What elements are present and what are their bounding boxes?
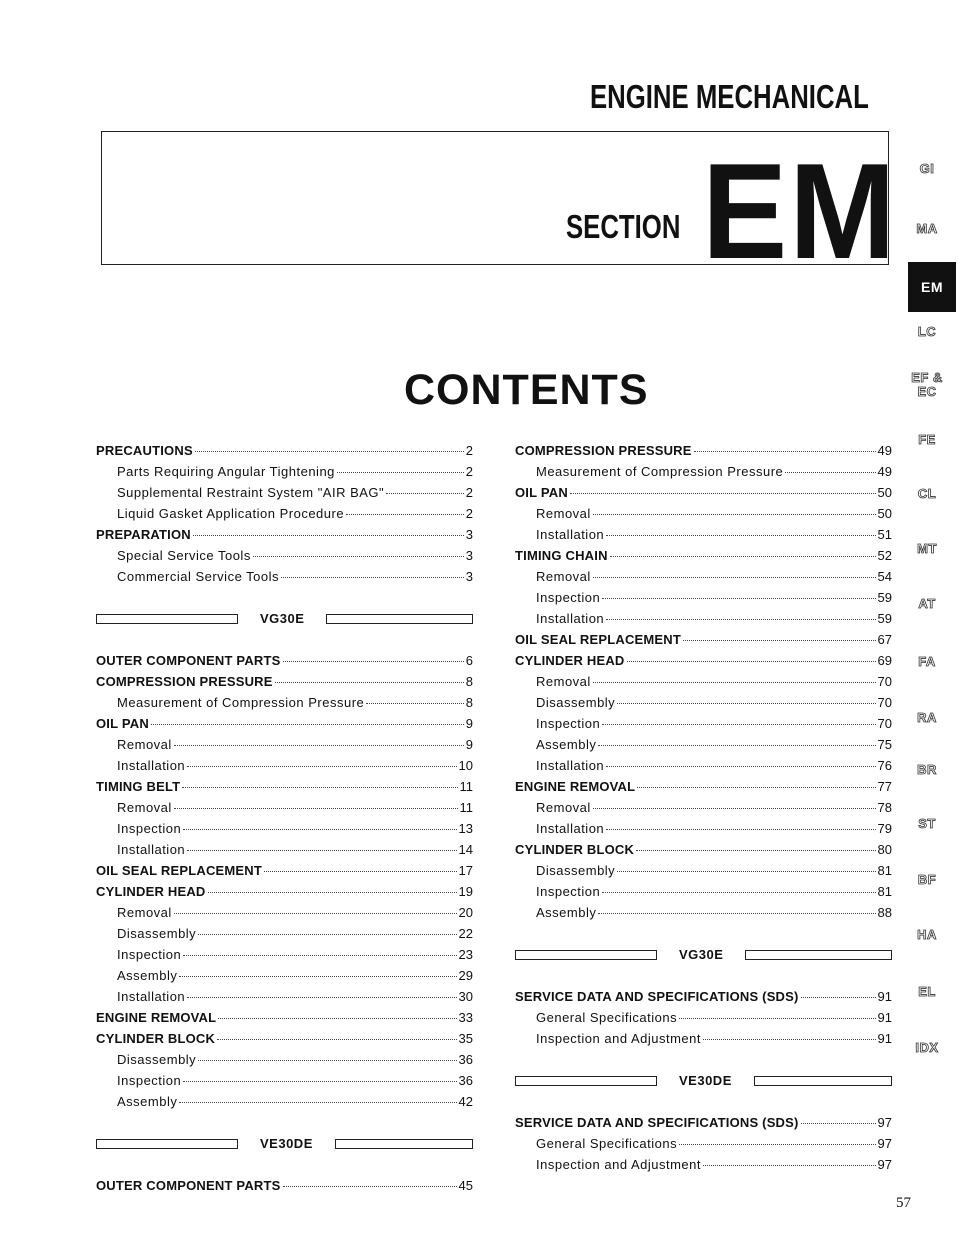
toc-subentry[interactable]: [515, 1133, 892, 1154]
dot-leader: [386, 493, 464, 494]
toc-page-number: 10: [458, 758, 473, 773]
toc-page-number: 33: [458, 1010, 473, 1025]
toc-page-number: 88: [877, 905, 892, 920]
dot-leader: [598, 913, 875, 914]
toc-page-number: 22: [458, 926, 473, 941]
dot-leader: [183, 955, 456, 956]
toc-left-column: [96, 440, 473, 1196]
toc-entry-title: Disassembly: [117, 926, 197, 941]
toc-entry-title: Installation: [536, 611, 605, 626]
toc-subentry[interactable]: [96, 902, 473, 923]
dot-leader: [606, 766, 875, 767]
engine-variant-label: VE30DE: [679, 1073, 732, 1088]
dot-leader: [187, 766, 456, 767]
dot-leader: [602, 598, 875, 599]
toc-subentry[interactable]: [96, 566, 473, 587]
dot-leader: [593, 808, 876, 809]
toc-entry-title: Inspection: [117, 947, 182, 962]
toc-entry-title: Installation: [117, 842, 186, 857]
dot-leader: [606, 829, 875, 830]
toc-entry-title: Removal: [536, 674, 591, 689]
toc-entry-title: Disassembly: [536, 863, 616, 878]
toc-page-number: 97: [877, 1136, 892, 1151]
toc-entry-title: SERVICE DATA AND SPECIFICATIONS (SDS): [515, 989, 799, 1004]
toc-entry-title: Installation: [117, 758, 186, 773]
toc-entry-title: TIMING CHAIN: [515, 548, 608, 563]
toc-heading-entry[interactable]: [96, 713, 473, 734]
dot-leader: [337, 472, 464, 473]
dot-leader: [217, 1039, 456, 1040]
dot-leader: [174, 913, 457, 914]
dot-leader: [598, 745, 875, 746]
toc-page-number: 97: [877, 1157, 892, 1172]
toc-page-number: 70: [877, 716, 892, 731]
dot-leader: [253, 556, 464, 557]
toc-entry-title: General Specifications: [536, 1010, 678, 1025]
dot-leader: [627, 661, 876, 662]
toc-entry-title: OUTER COMPONENT PARTS: [96, 653, 281, 668]
toc-entry-title: OUTER COMPONENT PARTS: [96, 1178, 281, 1193]
toc-subentry[interactable]: [96, 461, 473, 482]
toc-heading-entry[interactable]: [96, 1028, 473, 1049]
toc-subentry[interactable]: [515, 1028, 892, 1049]
toc-subentry[interactable]: [515, 566, 892, 587]
toc-entry-title: CYLINDER HEAD: [515, 653, 625, 668]
toc-heading-entry[interactable]: [96, 650, 473, 671]
toc-entry-title: Disassembly: [117, 1052, 197, 1067]
engine-variant-label: VE30DE: [260, 1136, 313, 1151]
section-tab-cl[interactable]: CL: [917, 486, 937, 501]
toc-spacer: [515, 1049, 892, 1070]
tab-label-line: EC: [917, 384, 937, 399]
dot-leader: [183, 829, 456, 830]
toc-heading-entry[interactable]: [96, 440, 473, 461]
toc-heading-entry[interactable]: [515, 482, 892, 503]
toc-subentry[interactable]: [96, 1049, 473, 1070]
engine-variant-header: [96, 608, 473, 629]
toc-subentry[interactable]: [515, 1007, 892, 1028]
toc-spacer: [96, 587, 473, 608]
toc-page-number: 2: [465, 443, 473, 458]
toc-subentry[interactable]: [96, 545, 473, 566]
toc-heading-entry[interactable]: [96, 524, 473, 545]
section-tab-ef-ec[interactable]: [905, 371, 949, 399]
toc-subentry[interactable]: [515, 818, 892, 839]
dot-leader: [694, 451, 876, 452]
toc-page-number: 52: [877, 548, 892, 563]
toc-page-number: 59: [877, 611, 892, 626]
toc-page-number: 49: [877, 464, 892, 479]
toc-page-number: 9: [465, 737, 473, 752]
toc-page-number: 11: [459, 800, 473, 815]
toc-entry-title: Inspection: [536, 884, 601, 899]
toc-entry-title: Assembly: [536, 905, 597, 920]
dot-leader: [703, 1039, 876, 1040]
section-label: SECTION: [566, 208, 681, 245]
toc-entry-title: Inspection: [117, 821, 182, 836]
dot-leader: [198, 934, 456, 935]
dot-leader: [346, 514, 464, 515]
toc-heading-entry[interactable]: [96, 860, 473, 881]
toc-page-number: 20: [458, 905, 473, 920]
dot-leader: [193, 535, 464, 536]
toc-page-number: 9: [465, 716, 473, 731]
dot-leader: [593, 682, 876, 683]
toc-page-number: 69: [877, 653, 892, 668]
toc-page-number: 70: [877, 695, 892, 710]
toc-entry-title: ENGINE REMOVAL: [96, 1010, 217, 1025]
toc-spacer: [96, 1154, 473, 1175]
toc-page-number: 91: [877, 1010, 892, 1025]
manual-title: ENGINE MECHANICAL: [590, 78, 869, 115]
toc-page-number: 8: [465, 695, 473, 710]
toc-page-number: 50: [877, 506, 892, 521]
dot-leader: [610, 556, 876, 557]
dot-leader: [801, 1123, 876, 1124]
toc-page-number: 50: [877, 485, 892, 500]
dot-leader: [174, 745, 464, 746]
toc-entry-title: COMPRESSION PRESSURE: [515, 443, 692, 458]
section-tab-br[interactable]: BR: [917, 762, 937, 777]
dot-leader: [801, 997, 876, 998]
toc-page-number: 80: [877, 842, 892, 857]
engine-header-bar-right: [335, 1139, 473, 1149]
toc-entry-title: Supplemental Restraint System "AIR BAG": [117, 485, 385, 500]
toc-page-number: 17: [458, 863, 473, 878]
dot-leader: [195, 451, 464, 452]
toc-subentry[interactable]: [515, 734, 892, 755]
dot-leader: [602, 724, 875, 725]
toc-page-number: 59: [877, 590, 892, 605]
toc-subentry[interactable]: [515, 461, 892, 482]
engine-variant-header: [96, 1133, 473, 1154]
dot-leader: [617, 871, 875, 872]
toc-page-number: 2: [465, 485, 473, 500]
toc-page-number: 75: [877, 737, 892, 752]
toc-page-number: 97: [877, 1115, 892, 1130]
toc-page-number: 3: [465, 569, 473, 584]
toc-spacer: [96, 629, 473, 650]
dot-leader: [785, 472, 875, 473]
section-tab-bf[interactable]: BF: [917, 872, 937, 887]
toc-entry-title: Removal: [117, 905, 172, 920]
toc-page-number: 81: [877, 863, 892, 878]
toc-entry-title: Removal: [117, 737, 172, 752]
dot-leader: [151, 724, 464, 725]
toc-entry-title: Installation: [536, 527, 605, 542]
toc-subentry[interactable]: [515, 713, 892, 734]
toc-page-number: 36: [458, 1052, 473, 1067]
dot-leader: [183, 1081, 456, 1082]
toc-page-number: 49: [877, 443, 892, 458]
dot-leader: [264, 871, 456, 872]
dot-leader: [683, 640, 875, 641]
toc-page-number: 3: [465, 527, 473, 542]
toc-entry-title: PREPARATION: [96, 527, 191, 542]
dot-leader: [187, 850, 456, 851]
toc-spacer: [515, 965, 892, 986]
toc-entry-title: Assembly: [536, 737, 597, 752]
tab-label-line: EF &: [911, 370, 943, 385]
toc-entry-title: Special Service Tools: [117, 548, 251, 563]
toc-page-number: 13: [458, 821, 473, 836]
toc-page-number: 77: [877, 779, 892, 794]
dot-leader: [593, 577, 876, 578]
section-tab-em[interactable]: EM: [908, 262, 956, 312]
toc-subentry[interactable]: [96, 944, 473, 965]
section-tab-st[interactable]: ST: [918, 816, 936, 831]
toc-spacer: [515, 923, 892, 944]
toc-subentry[interactable]: [96, 797, 473, 818]
toc-subentry[interactable]: [96, 755, 473, 776]
section-tab-ha[interactable]: HA: [917, 927, 937, 942]
toc-entry-title: Measurement of Compression Pressure: [117, 695, 365, 710]
engine-header-bar-left: [515, 1076, 657, 1086]
toc-page-number: 11: [459, 779, 473, 794]
toc-page-number: 14: [458, 842, 473, 857]
toc-page-number: 2: [465, 464, 473, 479]
dot-leader: [593, 514, 876, 515]
toc-entry-title: Disassembly: [536, 695, 616, 710]
toc-page-number: 19: [458, 884, 473, 899]
engine-header-bar-right: [745, 950, 892, 960]
dot-leader: [281, 577, 464, 578]
toc-entry-title: SERVICE DATA AND SPECIFICATIONS (SDS): [515, 1115, 799, 1130]
toc-heading-entry[interactable]: [515, 986, 892, 1007]
toc-heading-entry[interactable]: [515, 545, 892, 566]
toc-heading-entry[interactable]: [96, 776, 473, 797]
dot-leader: [182, 787, 457, 788]
dot-leader: [703, 1165, 876, 1166]
toc-entry-title: Assembly: [117, 1094, 178, 1109]
toc-entry-title: Removal: [536, 506, 591, 521]
toc-heading-entry[interactable]: [96, 1175, 473, 1196]
toc-entry-title: Measurement of Compression Pressure: [536, 464, 784, 479]
toc-subentry[interactable]: [96, 923, 473, 944]
toc-entry-title: OIL PAN: [515, 485, 568, 500]
dot-leader: [636, 850, 875, 851]
dot-leader: [218, 1018, 456, 1019]
toc-subentry[interactable]: [96, 818, 473, 839]
toc-entry-title: Installation: [117, 989, 186, 1004]
toc-page-number: 35: [458, 1031, 473, 1046]
section-tab-gi[interactable]: GI: [919, 161, 935, 176]
toc-subentry[interactable]: [96, 692, 473, 713]
toc-page-number: 91: [877, 1031, 892, 1046]
toc-page-number: 3: [465, 548, 473, 563]
toc-subentry[interactable]: [515, 881, 892, 902]
toc-subentry[interactable]: [515, 902, 892, 923]
toc-page-number: 30: [458, 989, 473, 1004]
toc-page-number: 2: [465, 506, 473, 521]
toc-page-number: 54: [877, 569, 892, 584]
toc-subentry[interactable]: [515, 1154, 892, 1175]
engine-variant-label: VG30E: [679, 947, 724, 962]
toc-subentry[interactable]: [96, 839, 473, 860]
toc-entry-title: Inspection and Adjustment: [536, 1031, 701, 1046]
dot-leader: [283, 1186, 457, 1187]
section-tab-fe[interactable]: FE: [918, 432, 936, 447]
dot-leader: [283, 661, 464, 662]
toc-page-number: 76: [877, 758, 892, 773]
toc-page-number: 8: [465, 674, 473, 689]
toc-entry-title: Assembly: [117, 968, 178, 983]
toc-page-number: 51: [877, 527, 892, 542]
toc-page-number: 6: [465, 653, 473, 668]
dot-leader: [208, 892, 457, 893]
toc-page-number: 78: [877, 800, 892, 815]
toc-entry-title: Liquid Gasket Application Procedure: [117, 506, 345, 521]
toc-subentry[interactable]: [96, 965, 473, 986]
section-tab-ra[interactable]: RA: [917, 710, 937, 725]
toc-heading-entry[interactable]: [515, 776, 892, 797]
dot-leader: [606, 535, 875, 536]
dot-leader: [179, 1102, 456, 1103]
toc-page-number: 67: [877, 632, 892, 647]
dot-leader: [679, 1144, 875, 1145]
toc-entry-title: OIL SEAL REPLACEMENT: [96, 863, 263, 878]
dot-leader: [174, 808, 458, 809]
toc-page-number: 91: [877, 989, 892, 1004]
toc-spacer: [96, 1112, 473, 1133]
section-tab-el[interactable]: EL: [918, 984, 936, 999]
section-tab-mt[interactable]: MT: [917, 541, 937, 556]
toc-page-number: 45: [458, 1178, 473, 1193]
toc-page-number: 29: [458, 968, 473, 983]
toc-subentry[interactable]: [515, 587, 892, 608]
engine-header-bar-right: [754, 1076, 892, 1086]
dot-leader: [198, 1060, 456, 1061]
toc-entry-title: Inspection: [117, 1073, 182, 1088]
engine-variant-header: [515, 944, 892, 965]
toc-heading-entry[interactable]: [96, 671, 473, 692]
toc-page-number: 70: [877, 674, 892, 689]
toc-heading-entry[interactable]: [96, 881, 473, 902]
section-tab-lc[interactable]: LC: [917, 324, 937, 339]
dot-leader: [570, 493, 876, 494]
toc-heading-entry[interactable]: [96, 1007, 473, 1028]
dot-leader: [606, 619, 875, 620]
toc-heading-entry[interactable]: [515, 440, 892, 461]
toc-entry-title: Parts Requiring Angular Tightening: [117, 464, 335, 479]
engine-header-bar-left: [96, 614, 238, 624]
toc-entry-title: OIL PAN: [96, 716, 149, 731]
toc-entry-title: Inspection: [536, 590, 601, 605]
dot-leader: [602, 892, 875, 893]
section-code: EM: [702, 135, 898, 287]
toc-subentry[interactable]: [515, 524, 892, 545]
engine-header-bar-left: [96, 1139, 238, 1149]
toc-subentry[interactable]: [515, 608, 892, 629]
toc-right-column: [515, 440, 892, 1175]
engine-header-bar-left: [515, 950, 657, 960]
toc-subentry[interactable]: [515, 860, 892, 881]
toc-entry-title: Removal: [536, 569, 591, 584]
toc-subentry[interactable]: [515, 671, 892, 692]
toc-heading-entry[interactable]: [515, 629, 892, 650]
section-tab-ma[interactable]: MA: [916, 221, 938, 236]
toc-heading-entry[interactable]: [515, 839, 892, 860]
engine-header-bar-right: [326, 614, 473, 624]
contents-title: CONTENTS: [404, 366, 649, 414]
dot-leader: [679, 1018, 875, 1019]
toc-page-number: 36: [458, 1073, 473, 1088]
toc-subentry[interactable]: [96, 986, 473, 1007]
toc-entry-title: Installation: [536, 821, 605, 836]
toc-entry-title: CYLINDER HEAD: [96, 884, 206, 899]
toc-page-number: 79: [877, 821, 892, 836]
toc-subentry[interactable]: [96, 1091, 473, 1112]
toc-subentry[interactable]: [96, 503, 473, 524]
toc-entry-title: CYLINDER BLOCK: [515, 842, 635, 857]
toc-entry-title: Removal: [117, 800, 172, 815]
page-number: 57: [896, 1195, 911, 1211]
toc-entry-title: TIMING BELT: [96, 779, 181, 794]
engine-variant-header: [515, 1070, 892, 1091]
toc-subentry[interactable]: [515, 755, 892, 776]
toc-entry-title: Inspection: [536, 716, 601, 731]
toc-subentry[interactable]: [96, 482, 473, 503]
section-tab-at[interactable]: AT: [918, 596, 936, 611]
dot-leader: [366, 703, 464, 704]
toc-entry-title: Inspection and Adjustment: [536, 1157, 701, 1172]
toc-entry-title: Commercial Service Tools: [117, 569, 280, 584]
dot-leader: [637, 787, 875, 788]
toc-spacer: [515, 1091, 892, 1112]
dot-leader: [179, 976, 456, 977]
toc-subentry[interactable]: [515, 503, 892, 524]
section-tab-idx[interactable]: IDX: [915, 1040, 939, 1055]
toc-entry-title: PRECAUTIONS: [96, 443, 193, 458]
engine-variant-label: VG30E: [260, 611, 305, 626]
toc-subentry[interactable]: [96, 1070, 473, 1091]
toc-entry-title: General Specifications: [536, 1136, 678, 1151]
toc-entry-title: Installation: [536, 758, 605, 773]
toc-entry-title: COMPRESSION PRESSURE: [96, 674, 273, 689]
toc-entry-title: CYLINDER BLOCK: [96, 1031, 216, 1046]
toc-entry-title: OIL SEAL REPLACEMENT: [515, 632, 682, 647]
dot-leader: [617, 703, 875, 704]
dot-leader: [187, 997, 456, 998]
toc-entry-title: ENGINE REMOVAL: [515, 779, 636, 794]
toc-heading-entry[interactable]: [515, 1112, 892, 1133]
toc-heading-entry[interactable]: [515, 650, 892, 671]
toc-subentry[interactable]: [96, 734, 473, 755]
toc-subentry[interactable]: [515, 692, 892, 713]
dot-leader: [275, 682, 464, 683]
toc-entry-title: Removal: [536, 800, 591, 815]
section-tab-fa[interactable]: FA: [918, 654, 936, 669]
toc-subentry[interactable]: [515, 797, 892, 818]
toc-page-number: 23: [458, 947, 473, 962]
toc-page-number: 42: [458, 1094, 473, 1109]
toc-page-number: 81: [877, 884, 892, 899]
